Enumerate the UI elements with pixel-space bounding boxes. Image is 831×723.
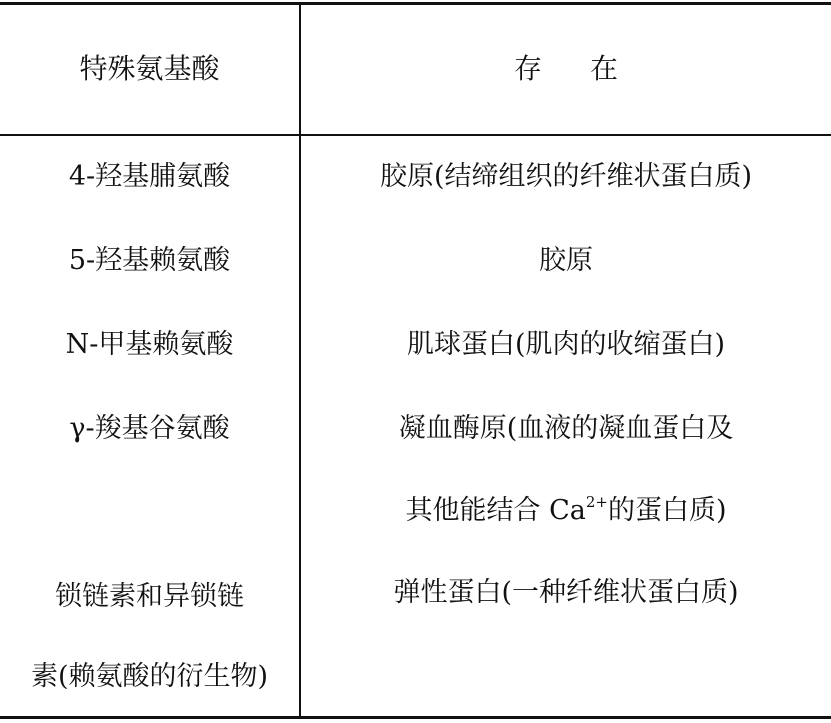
location-text: 其他能结合 Ca: [405, 495, 586, 526]
table-cell-location: 弹性蛋白(一种纤维状蛋白质): [393, 577, 739, 608]
table-cell-amino-acid-continued: 素(赖氨酸的衍生物): [30, 661, 269, 692]
location-text: 的蛋白质): [607, 495, 727, 526]
table-bottom-rule: [0, 716, 831, 719]
table-cell-location: 胶原: [539, 245, 593, 276]
table-cell-location-continued: [301, 494, 831, 528]
table-cell-amino-acid: 4-羟基脯氨酸: [68, 161, 231, 192]
table-cell-amino-acid: 锁链素和异锁链: [55, 581, 244, 612]
table-cell-amino-acid: 5-羟基赖氨酸: [68, 245, 231, 276]
table-cell-location: 凝血酶原(血液的凝血蛋白及: [398, 413, 734, 444]
table-header-rule: [0, 134, 831, 136]
table-cell-amino-acid: γ-羧基谷氨酸: [69, 413, 230, 444]
table-cell-amino-acid: N-甲基赖氨酸: [65, 329, 234, 360]
header-occurrence: 存在: [513, 52, 666, 85]
header-special-amino-acid: 特殊氨基酸: [79, 52, 220, 85]
superscript-charge: 2+: [585, 493, 608, 511]
table-top-rule: [0, 2, 831, 5]
table-cell-location: 肌球蛋白(肌肉的收缩蛋白): [406, 329, 726, 360]
table-cell-location: 胶原(结缔组织的纤维状蛋白质): [379, 161, 753, 192]
